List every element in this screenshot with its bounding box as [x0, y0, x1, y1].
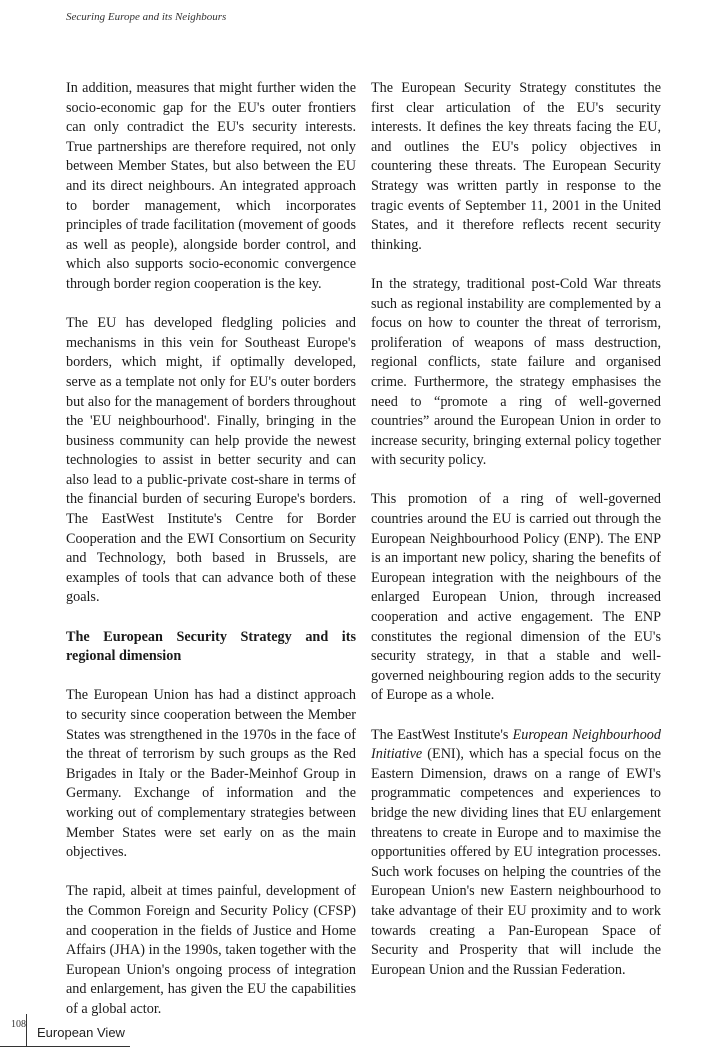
- right-column: [371, 79, 661, 1000]
- right-paragraph-3: This promotion of a ring of well-governed countries around the EU is carried out through the European Neighbourhood Policy (ENP). The ENP is an important new policy, sharing the benefits of European integration with the neighbours of the enlarged European Union, through increased cooperation and active engagement. The ENP constitutes the regional dimension of the EU's security strategy, in that a stable and well-governed neighbouring region adds to the security of Europe as a whole.: [371, 491, 661, 704]
- left-paragraph-2: The EU has developed fledgling policies and mechanisms in this vein for Southeast Europe's borders, which might, if optimally developed, serve as a template not only for EU's outer borders but also for the management of borders throughout the 'EU neighbourhood'. Finally, bringing in the business community can help provide the newest technologies to assist in better security and can also lead to a public-private cost-share in terms of the financial burden of securing Europe's borders. The EastWest Institute's Centre for Border Cooperation and the EWI Consortium on Security and Technology, both based in Brussels, are examples of tools that can advance both of these goals.: [66, 315, 356, 606]
- left-column: [66, 79, 356, 1039]
- left-paragraph-1: In addition, measures that might further widen the socio-economic gap for the EU's outer frontiers can only contradict the EU's security interests. True partnerships are therefore required, not only between Member States, but also between the EU and its direct neighbours. An integrated approach to border management, which incorporates principles of trade facilitation (movement of goods as well as people), alongside border control, and which also supports socio-economic convergence through border region cooperation is the key.: [66, 80, 356, 292]
- running-head: Securing Europe and its Neighbours: [66, 11, 227, 23]
- eni-title: European Neighbourhood Initiative: [371, 726, 661, 763]
- folio-divider-vertical: [26, 1014, 27, 1046]
- right-paragraph-4: [371, 726, 661, 981]
- right-paragraph-1: The European Security Strategy constitutes the first clear articulation of the EU's security interests. It defines the key threats facing the EU, and outlines the EU's policy objectives in countering these threats. The European Security Strategy was written partly in response to the tragic events of September 11, 2001 in the United States, and it therefore reflects recent security thinking.: [371, 80, 661, 253]
- left-paragraph-4: The rapid, albeit at times painful, development of the Common Foreign and Security Policy (CFSP) and cooperation in the fields of Justice and Home Affairs (JHA) in the 1990s, taken together with the European Union's ongoing process of integration and enlargement, has given the EU the capabilities of a global actor.: [66, 883, 356, 1017]
- right-paragraph-4-rest: (ENI), which has a special focus on the Eastern Dimension, draws on a range of EWI's programmatic competences and experiences to bridge the new dividing lines that EU enlargement threatens to create in Europe and to maximise the opportunities offered by EU integration processes. Such work focuses on helping the countries of the European Union's new Eastern neighbourhood to take advantage of their EU proximity and to work towards creating a Pan-European Space of Security and Prosperity that will include the European Union and the Russian Federation.: [371, 746, 661, 978]
- left-paragraph-3: The European Union has had a distinct approach to security since cooperation between the Member States was strengthened in the 1970s in the face of the threat of terrorism by such groups as the Red Brigades in Italy or the Bader-Meinhof Group in Germany. Exchange of information and the working out of complementary strategies between Member States were set early on as the main objectives.: [66, 687, 356, 861]
- right-paragraph-2: In the strategy, traditional post-Cold War threats such as regional instability are complemented by a focus on how to counter the threat of terrorism, proliferation of weapons of mass destruction, regional conflicts, state failure and organised crime. Furthermore, the strategy emphasises the need to “promote a ring of well-governed countries” around the European Union in order to increase security, bringing external policy together with security policy.: [371, 275, 661, 469]
- page-number: 108: [11, 1019, 26, 1030]
- folio-divider-horizontal: [0, 1046, 130, 1047]
- journal-name: European View: [37, 1025, 125, 1040]
- right-paragraph-4-lead: The EastWest Institute's: [371, 726, 513, 743]
- section-heading: The European Security Strategy and its regional dimension: [66, 628, 356, 665]
